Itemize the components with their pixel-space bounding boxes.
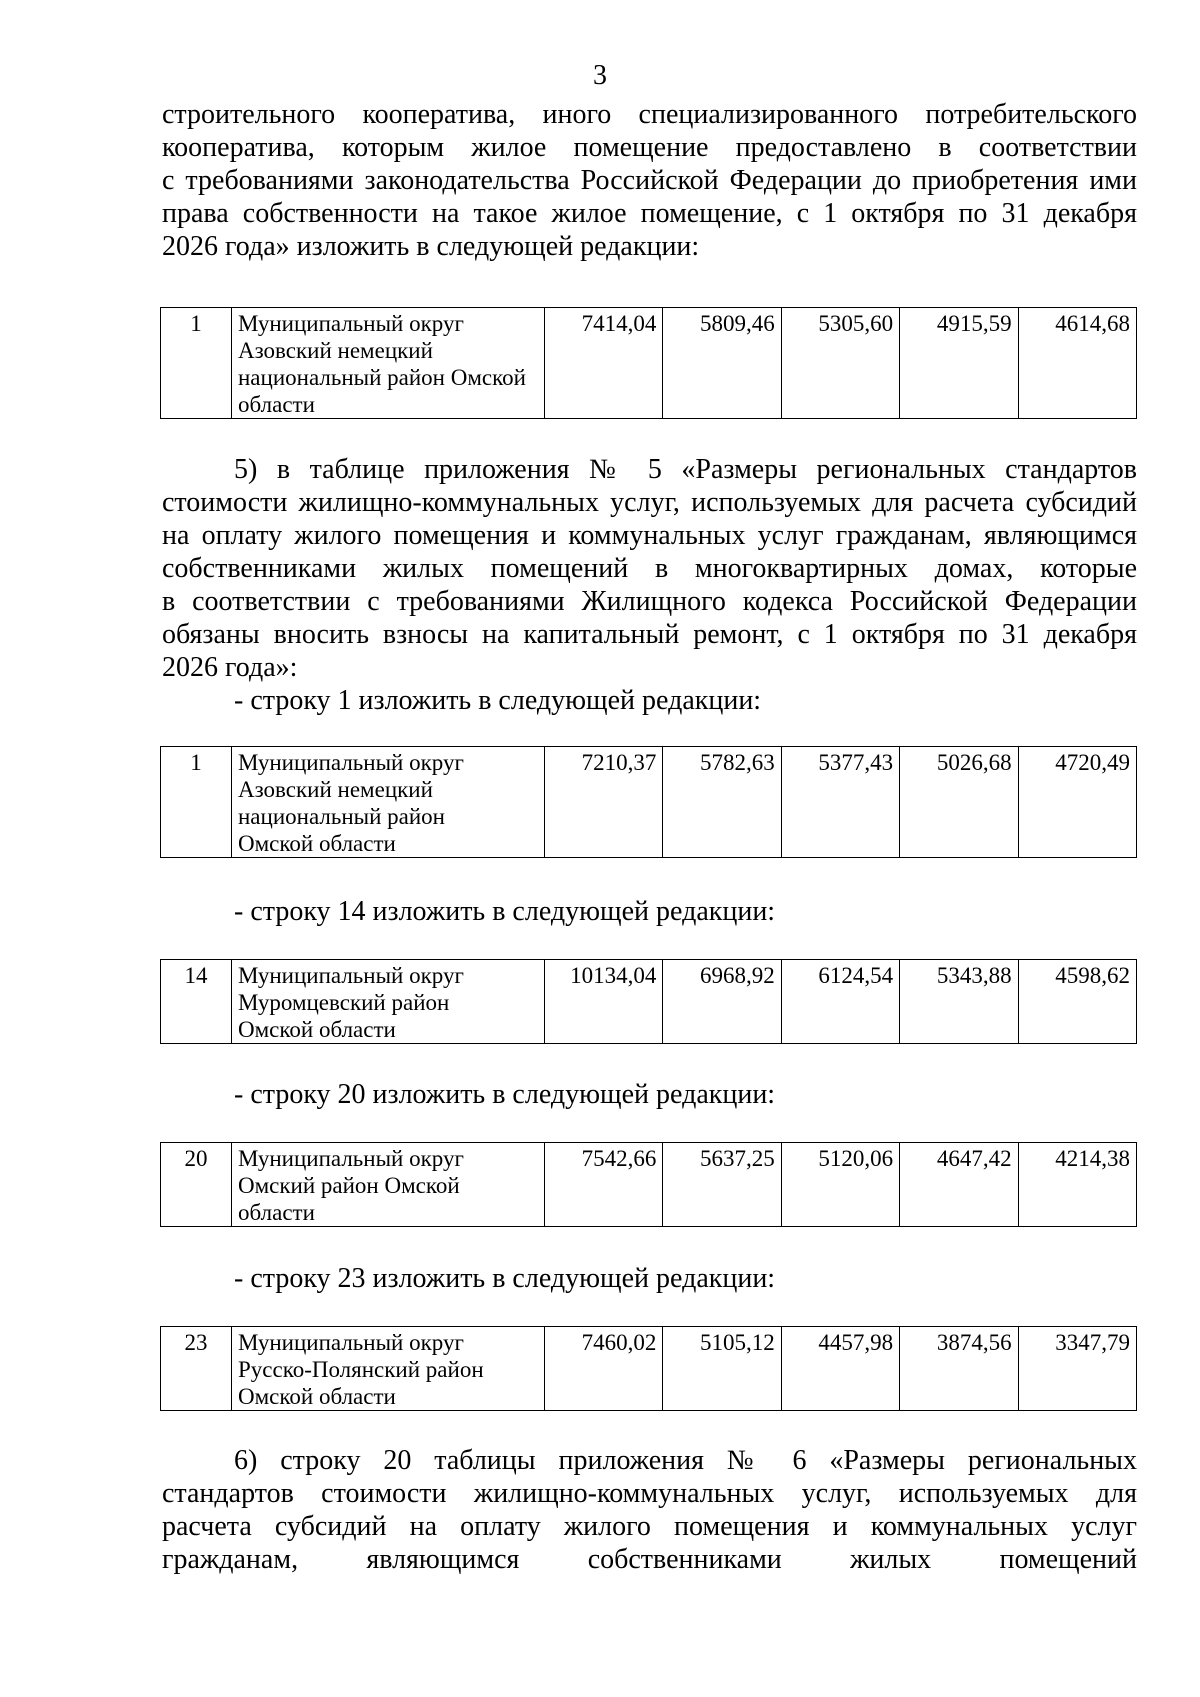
name-line: Муниципальный округ xyxy=(238,963,464,988)
table-row-23 xyxy=(160,1326,1137,1411)
value-cell: 4214,38 xyxy=(1018,1143,1136,1227)
name-line: Муниципальный округ xyxy=(238,1330,464,1355)
row-number: 1 xyxy=(161,308,232,419)
text-line: стоимости жилищно-коммунальных услуг, используемых для расчета субсидий xyxy=(162,487,1137,518)
value-cell: 4647,42 xyxy=(900,1143,1018,1227)
text-line: в соответствии с требованиями Жилищного кодекса Российской Федерации xyxy=(162,586,1137,617)
table-row-14 xyxy=(160,959,1137,1044)
text-line: строительного кооператива, иного специализированного потребительского xyxy=(162,99,1137,130)
value-cell: 7210,37 xyxy=(545,747,663,858)
paragraph-6 xyxy=(162,1444,1137,1576)
name-line: области xyxy=(238,1200,315,1225)
value-cell: 5305,60 xyxy=(781,308,899,419)
value-cell: 7414,04 xyxy=(545,308,663,419)
value-cell: 5343,88 xyxy=(900,960,1018,1044)
text-line: на оплату жилого помещения и коммунальных услуг гражданам, являющимся xyxy=(162,520,1137,551)
table-row-20 xyxy=(160,1142,1137,1227)
intro-paragraph xyxy=(162,98,1137,263)
row-number: 14 xyxy=(161,960,232,1044)
table-row xyxy=(161,1327,1137,1411)
name-line: национальный район Омской xyxy=(238,365,526,390)
text-line: кооператива, которым жилое помещение предоставлено в соответствии xyxy=(162,132,1137,163)
instruction-row-14: - строку 14 изложить в следующей редакции: xyxy=(234,896,776,927)
value-cell: 5105,12 xyxy=(663,1327,781,1411)
municipality-name xyxy=(232,747,545,858)
page-number: 3 xyxy=(593,60,607,91)
text-line: стандартов стоимости жилищно-коммунальных услуг, используемых для xyxy=(162,1478,1137,1509)
value-cell: 6124,54 xyxy=(781,960,899,1044)
value-cell: 4614,68 xyxy=(1018,308,1136,419)
value-cell: 5809,46 xyxy=(663,308,781,419)
text-line: права собственности на такое жилое помещение, с 1 октября по 31 декабря xyxy=(162,198,1137,229)
value-cell: 7542,66 xyxy=(545,1143,663,1227)
name-line: Муромцевский район xyxy=(238,990,450,1015)
value-cell: 6968,92 xyxy=(663,960,781,1044)
table-row xyxy=(161,1143,1137,1227)
table-row-1-first xyxy=(160,307,1137,419)
value-cell: 7460,02 xyxy=(545,1327,663,1411)
paragraph-5 xyxy=(162,453,1137,684)
value-cell: 4457,98 xyxy=(781,1327,899,1411)
name-line: Муниципальный округ xyxy=(238,311,464,336)
text-line: 6) строку 20 таблицы приложения № 6 «Размеры региональных xyxy=(234,1445,1137,1476)
value-cell: 4720,49 xyxy=(1018,747,1136,858)
value-cell: 4915,59 xyxy=(900,308,1018,419)
name-line: Муниципальный округ xyxy=(238,750,464,775)
value-cell: 3874,56 xyxy=(900,1327,1018,1411)
table-row xyxy=(161,747,1137,858)
name-line: Азовский немецкий xyxy=(238,338,433,363)
text-line: расчета субсидий на оплату жилого помещения и коммунальных услуг xyxy=(162,1511,1137,1542)
value-cell: 5377,43 xyxy=(781,747,899,858)
name-line: области xyxy=(238,392,315,417)
municipality-name xyxy=(232,308,545,419)
row-number: 20 xyxy=(161,1143,232,1227)
table-row xyxy=(161,960,1137,1044)
instruction-row-20: - строку 20 изложить в следующей редакции: xyxy=(234,1079,776,1110)
value-cell: 5637,25 xyxy=(663,1143,781,1227)
text-line: 5) в таблице приложения № 5 «Размеры региональных стандартов xyxy=(234,454,1137,485)
text-line: 2026 года» изложить в следующей редакции: xyxy=(162,231,700,262)
value-cell: 5026,68 xyxy=(900,747,1018,858)
name-line: Русско-Полянский район xyxy=(238,1357,484,1382)
name-line: Омский район Омской xyxy=(238,1173,460,1198)
table-row xyxy=(161,308,1137,419)
instruction-row-23: - строку 23 изложить в следующей редакции: xyxy=(234,1263,776,1294)
text-line: 2026 года»: xyxy=(162,652,298,683)
instruction-row-1: - строку 1 изложить в следующей редакции: xyxy=(234,685,762,716)
text-line: гражданам, являющимся собственниками жилых помещений xyxy=(162,1544,1137,1575)
name-line: Омской области xyxy=(238,831,396,856)
municipality-name xyxy=(232,960,545,1044)
row-number: 23 xyxy=(161,1327,232,1411)
value-cell: 4598,62 xyxy=(1018,960,1136,1044)
name-line: Омской области xyxy=(238,1384,396,1409)
text-line: с требованиями законодательства Российской Федерации до приобретения ими xyxy=(162,165,1137,196)
value-cell: 10134,04 xyxy=(545,960,663,1044)
name-line: национальный район xyxy=(238,804,445,829)
value-cell: 3347,79 xyxy=(1018,1327,1136,1411)
municipality-name xyxy=(232,1327,545,1411)
name-line: Муниципальный округ xyxy=(238,1146,464,1171)
row-number: 1 xyxy=(161,747,232,858)
text-line: обязаны вносить взносы на капитальный ремонт, с 1 октября по 31 декабря xyxy=(162,619,1137,650)
value-cell: 5782,63 xyxy=(663,747,781,858)
municipality-name xyxy=(232,1143,545,1227)
name-line: Омской области xyxy=(238,1017,396,1042)
value-cell: 5120,06 xyxy=(781,1143,899,1227)
table-row-1 xyxy=(160,746,1137,858)
text-line: собственниками жилых помещений в многоквартирных домах, которые xyxy=(162,553,1137,584)
name-line: Азовский немецкий xyxy=(238,777,433,802)
